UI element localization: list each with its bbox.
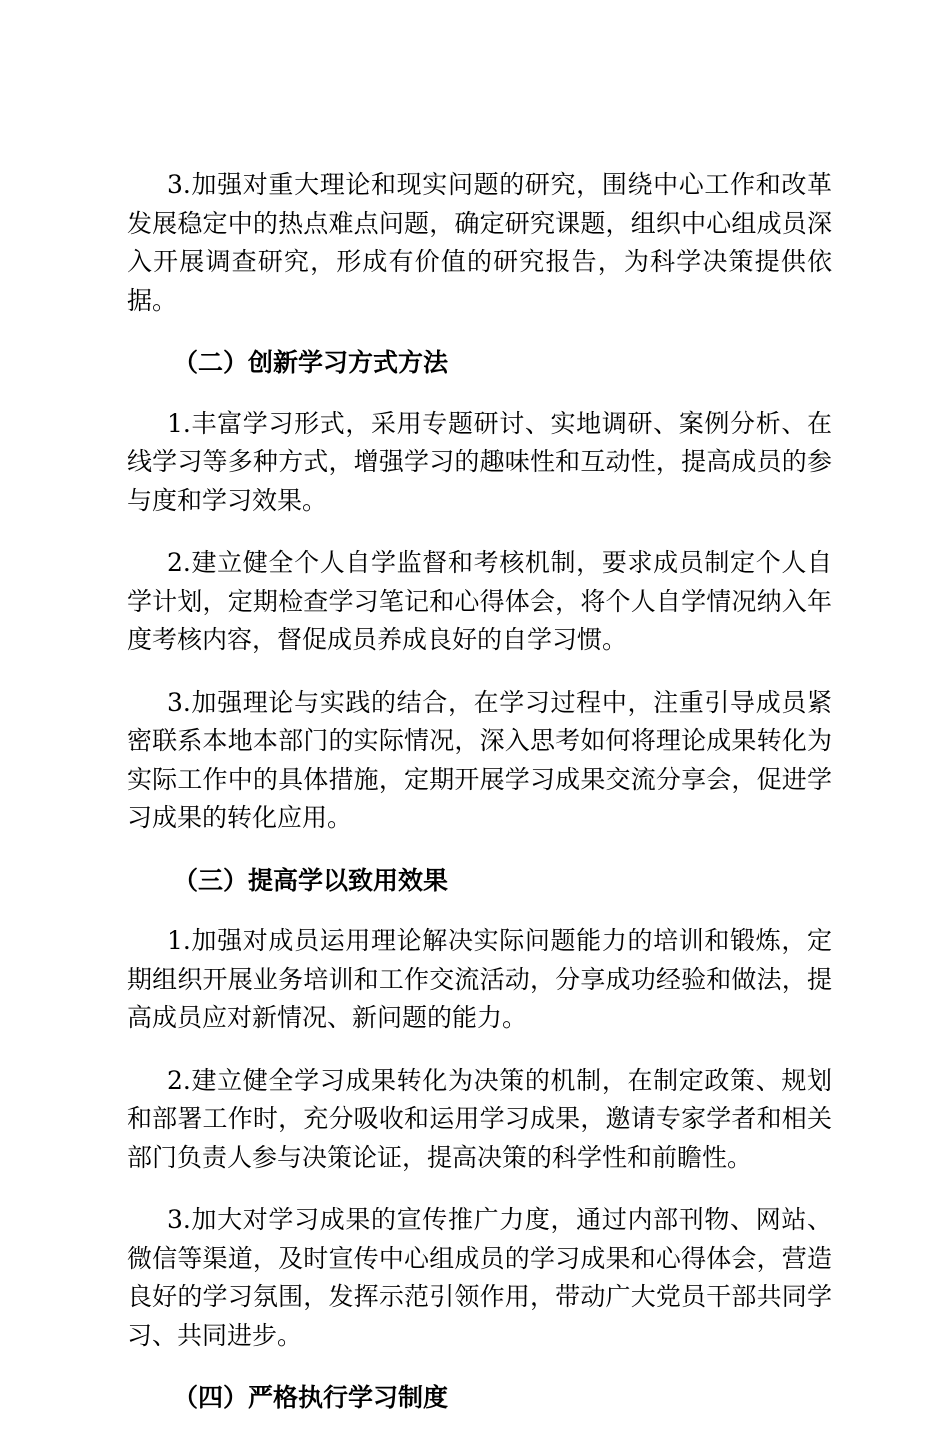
paragraph: 3.加强对重大理论和现实问题的研究，围绕中心工作和改革发展稳定中的热点难点问题，确定研究课题，组织中心组成员深入开展调查研究，形成有价值的研究报告，为科学决策提供依据。 xyxy=(127,170,832,315)
section-heading: （二）创新学习方式方法 xyxy=(173,348,449,377)
document-page xyxy=(127,166,832,1440)
section-heading: （四）严格执行学习制度 xyxy=(173,1383,449,1412)
paragraph: 2.建立健全学习成果转化为决策的机制，在制定政策、规划和部署工作时，充分吸收和运用学习成果，邀请专家学者和相关部门负责人参与决策论证，提高决策的科学性和前瞻性。 xyxy=(127,1065,832,1172)
paragraph: 3.加强理论与实践的结合，在学习过程中，注重引导成员紧密联系本地本部门的实际情况，深入思考如何将理论成果转化为实际工作中的具体措施，定期开展学习成果交流分享会，促进学习成果的转化应用。 xyxy=(127,687,832,832)
paragraph: 3.加大对学习成果的宣传推广力度，通过内部刊物、网站、微信等渠道，及时宣传中心组成员的学习成果和心得体会，营造良好的学习氛围，发挥示范引领作用，带动广大党员干部共同学习、共同进步。 xyxy=(127,1205,832,1350)
paragraph: 2.建立健全个人自学监督和考核机制，要求成员制定个人自学计划，定期检查学习笔记和心得体会，将个人自学情况纳入年度考核内容，督促成员养成良好的自学习惯。 xyxy=(127,548,832,654)
paragraph: 1.丰富学习形式，采用专题研讨、实地调研、案例分析、在线学习等多种方式，增强学习的趣味性和互动性，提高成员的参与度和学习效果。 xyxy=(127,408,832,515)
section-heading: （三）提高学以致用效果 xyxy=(173,865,449,895)
paragraph: 1.加强对成员运用理论解决实际问题能力的培训和锻炼，定期组织开展业务培训和工作交流活动，分享成功经验和做法，提高成员应对新情况、新问题的能力。 xyxy=(127,926,832,1032)
